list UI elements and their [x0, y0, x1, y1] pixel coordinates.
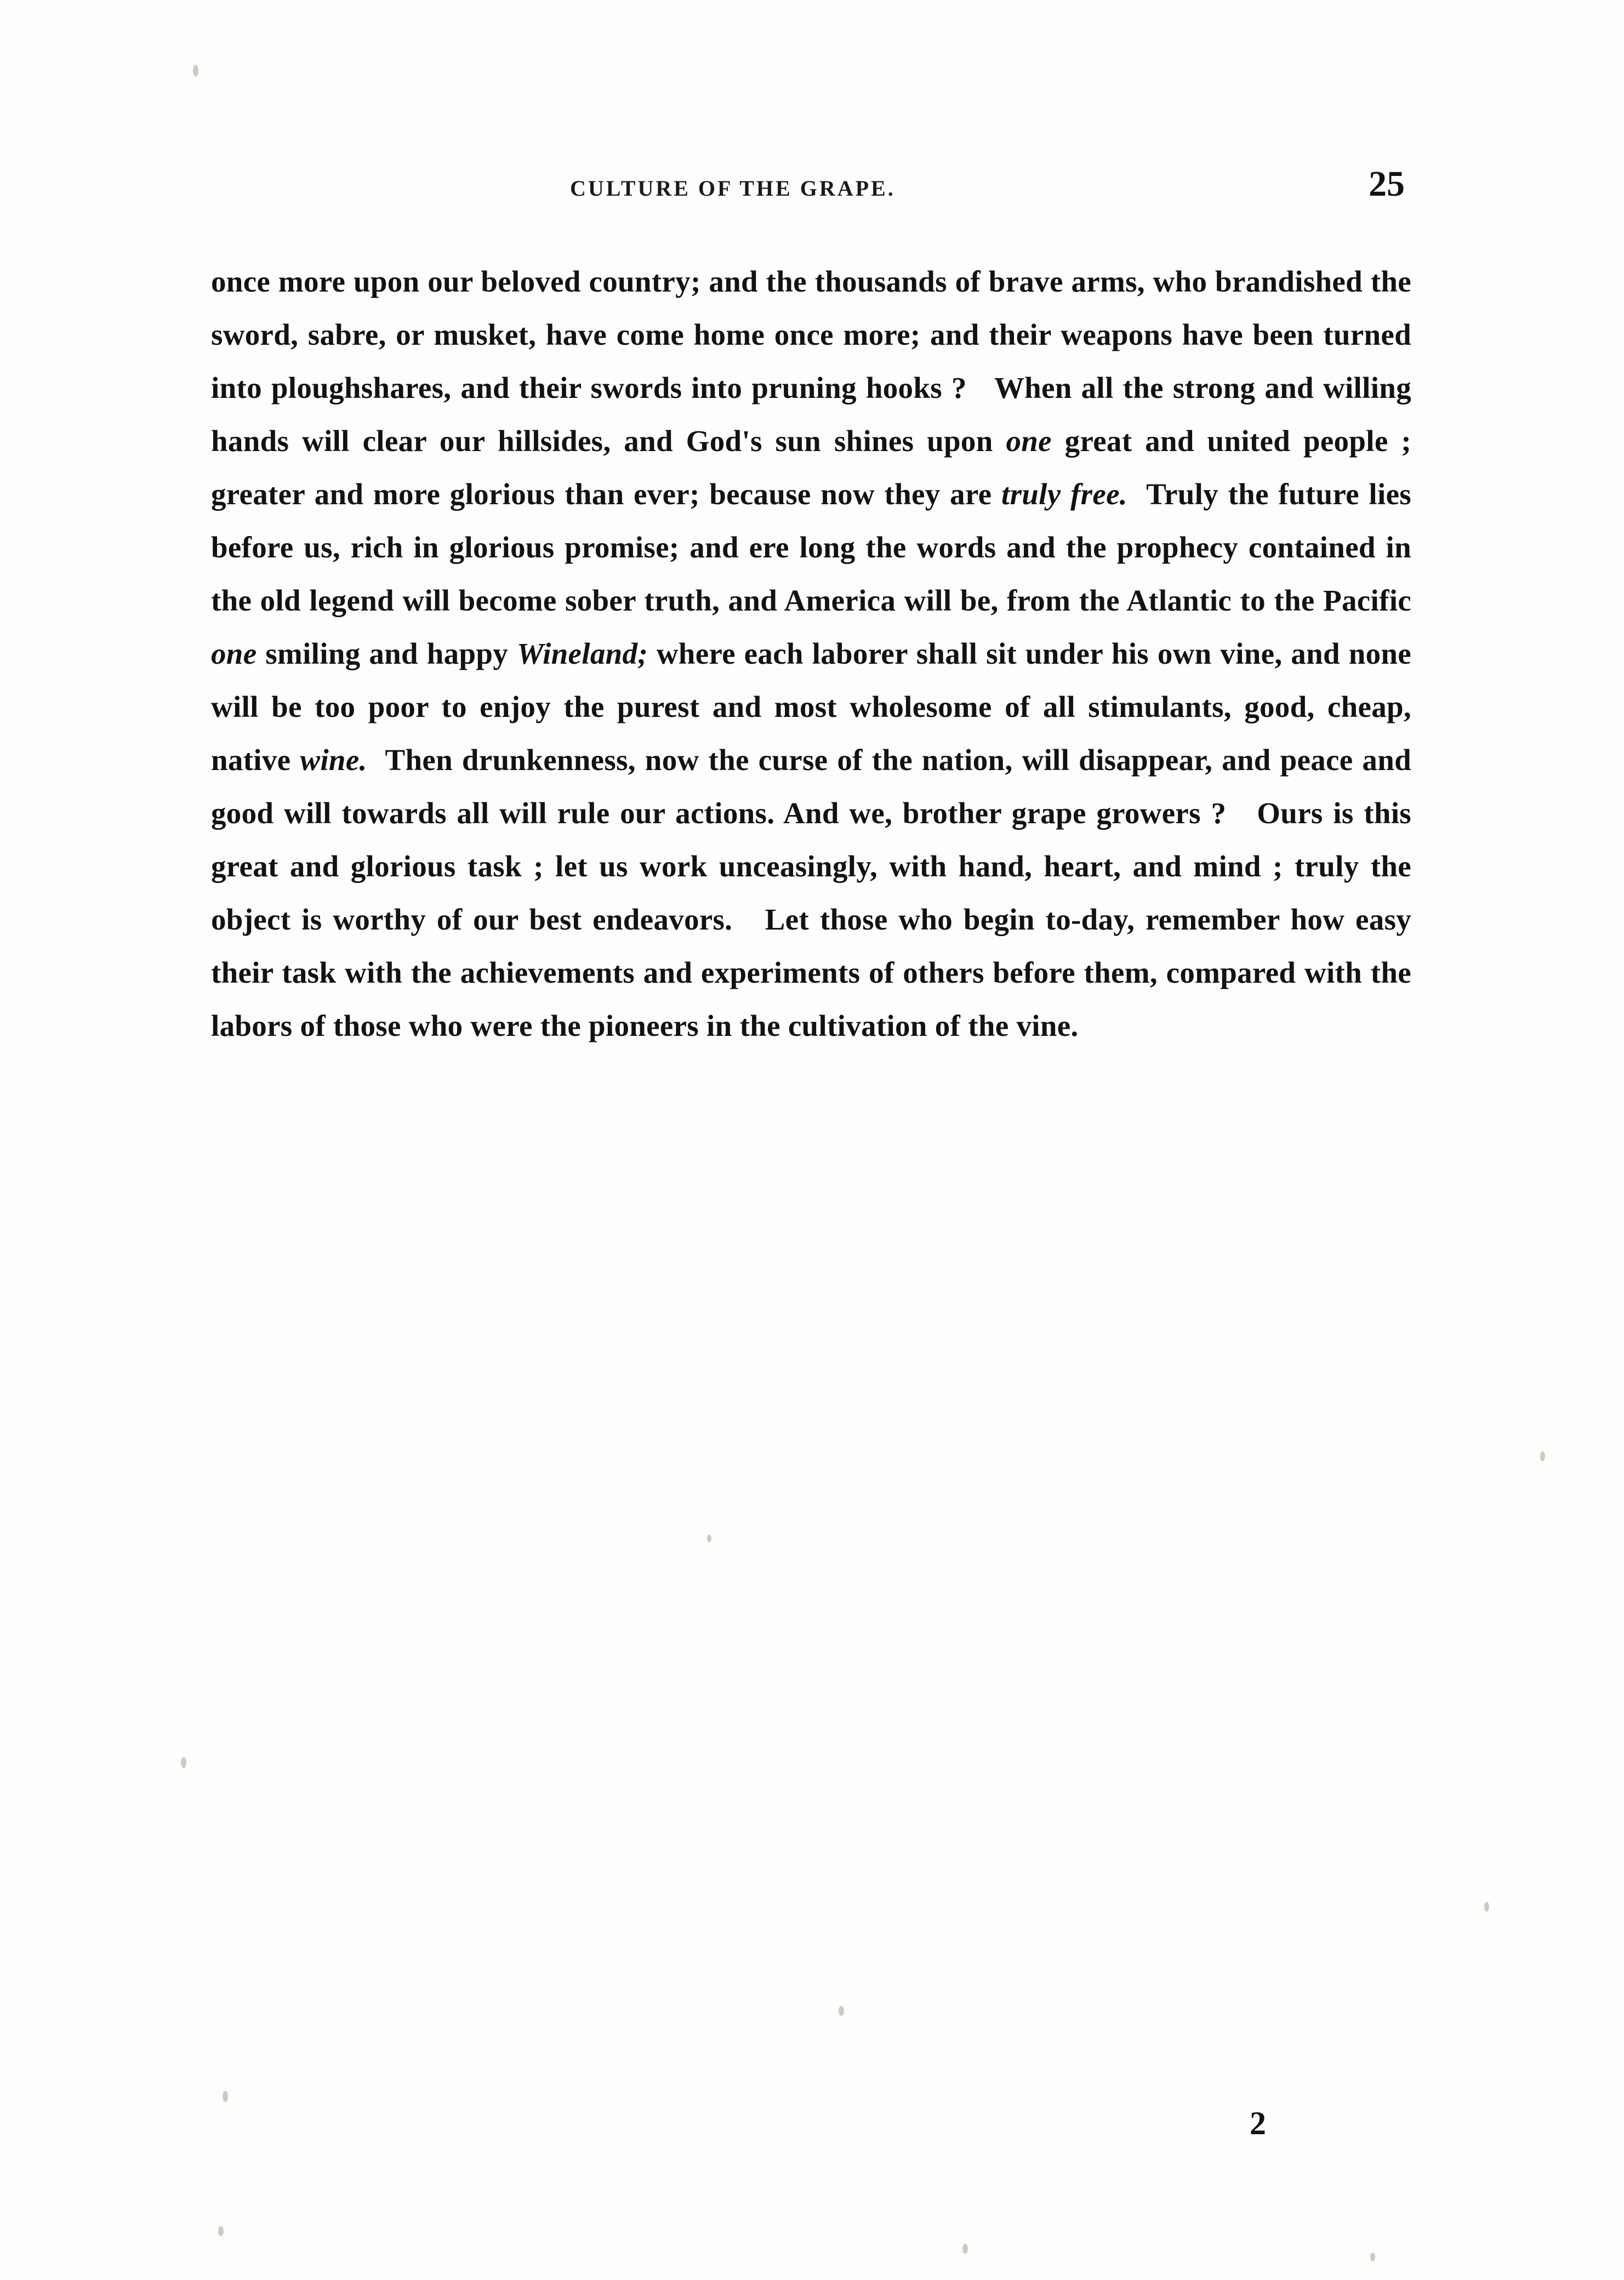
scan-speckle: [707, 1535, 711, 1542]
signature-mark: 2: [1250, 2105, 1266, 2141]
scan-speckle: [193, 65, 198, 77]
running-head: [0, 164, 1624, 214]
scan-speckle: [1370, 2253, 1375, 2261]
scan-speckle: [223, 2091, 228, 2102]
running-head-title: CULTURE OF THE GRAPE.: [570, 176, 896, 201]
page-number: 25: [1369, 164, 1405, 204]
scan-speckle: [1484, 1902, 1489, 1912]
scan-speckle: [839, 2006, 844, 2016]
scan-speckle: [962, 2244, 968, 2254]
scan-speckle: [1540, 1451, 1545, 1461]
scan-speckle: [181, 1757, 186, 1768]
scan-speckle: [218, 2226, 224, 2236]
body-text: [211, 255, 1411, 1052]
body-paragraph: once more upon our beloved country; and the thousands of brave arms, who brandished the sword, sabre, or musket, have come home once more; and their weapons have been turned into ploughshares, and their swords into pruning hooks ? When all the strong and willing hands will clear our hillsides, and God's sun shines upon one great and united people ; greater and more glorious than ever; because now they are truly free. Truly the future lies before us, rich in glorious promise; and ere long the words and the prophecy contained in the old legend will become sober truth, and America will be, from the Atlantic to the Pacific one smiling and happy Wineland; where each laborer shall sit under his own vine, and none will be too poor to enjoy the purest and most wholesome of all stimulants, good, cheap, native wine. Then drunkenness, now the curse of the nation, will disappear, and peace and good will towards all will rule our actions. And we, brother grape growers ? Ours is this great and glorious task ; let us work unceasingly, with hand, heart, and mind ; truly the object is worthy of our best endeavors. Let those who begin to-day, remember how easy their task with the achievements and experiments of others before them, compared with the labors of those who were the pioneers in the cultivation of the vine.: [211, 265, 1412, 1042]
